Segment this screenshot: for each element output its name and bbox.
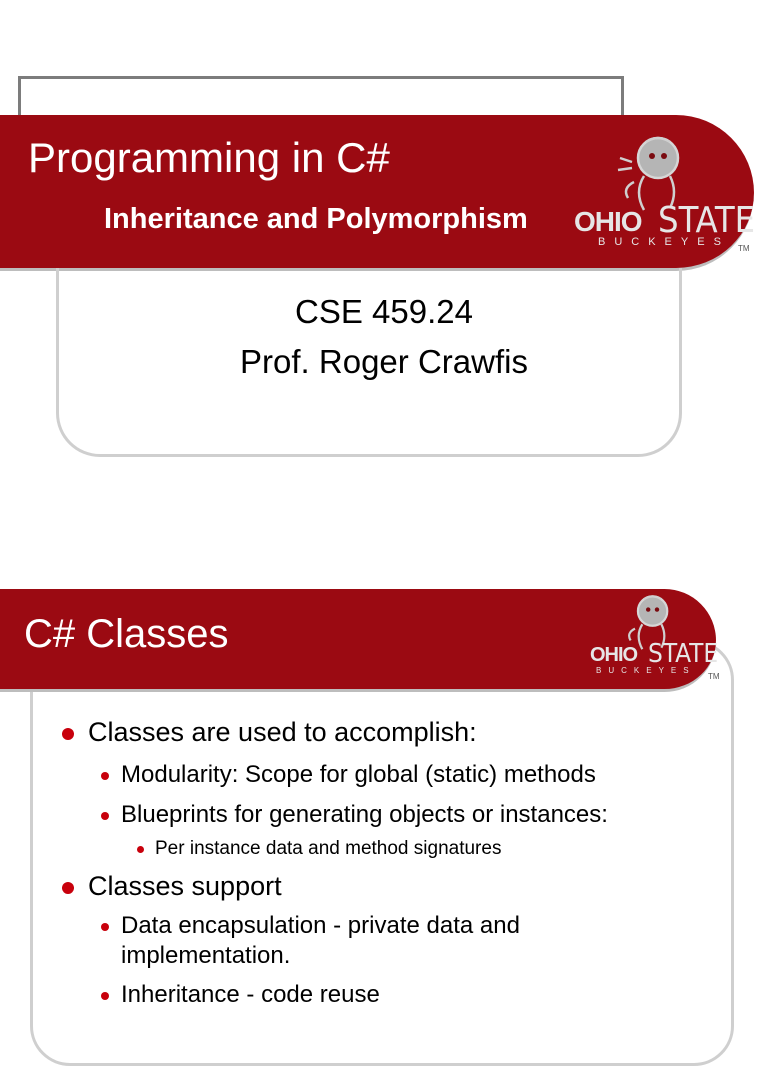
bullet-item bbox=[88, 871, 282, 902]
logo-tm-mark: TM bbox=[708, 672, 720, 681]
bullet-dot-icon bbox=[101, 772, 109, 780]
bullet-item bbox=[88, 717, 477, 748]
bullet-dot-icon bbox=[62, 882, 74, 894]
bullet-item bbox=[121, 912, 520, 940]
bullet-dot-icon bbox=[62, 728, 74, 740]
bullet-text: Data encapsulation - private data and bbox=[121, 912, 520, 939]
bullet-text: Per instance data and method signatures bbox=[155, 838, 502, 859]
bullet-item bbox=[121, 981, 380, 1009]
logo-state-text: STATE bbox=[648, 639, 719, 669]
logo-buckeyes-text: BUCKEYES bbox=[596, 666, 696, 675]
bullet-text: Modularity: Scope for global (static) methods bbox=[121, 761, 596, 788]
bullet-text: implementation. bbox=[121, 942, 291, 969]
logo-state-text: STATE bbox=[658, 200, 756, 241]
slide2-title: C# Classes bbox=[24, 612, 229, 656]
logo-ohio-text: OHIO bbox=[590, 644, 638, 666]
bullet-item bbox=[121, 761, 596, 789]
bullet-dot-icon bbox=[101, 923, 109, 931]
bullet-text: Blueprints for generating objects or instances: bbox=[121, 801, 608, 828]
slide1-subtitle: Inheritance and Polymorphism bbox=[104, 203, 528, 235]
bullet-dot-icon bbox=[101, 992, 109, 1000]
logo-buckeyes-text: BUCKEYES bbox=[598, 236, 730, 248]
bullet-item bbox=[121, 801, 608, 829]
logo-tm-mark: TM bbox=[738, 244, 750, 253]
instructor-name: Prof. Roger Crawfis bbox=[240, 343, 528, 380]
slide1-title: Programming in C# bbox=[28, 134, 390, 181]
bullet-dot-icon bbox=[101, 812, 109, 820]
bullet-text: Classes support bbox=[88, 871, 282, 901]
bullet-text: Classes are used to accomplish: bbox=[88, 717, 477, 747]
ohio-state-logo-small bbox=[590, 592, 720, 682]
bullet-dot-icon bbox=[137, 846, 144, 853]
ohio-state-logo bbox=[574, 132, 754, 257]
course-number: CSE 459.24 bbox=[295, 293, 473, 330]
bullet-item bbox=[155, 838, 501, 860]
bullet-text: Inheritance - code reuse bbox=[121, 981, 380, 1008]
logo-ohio-text: OHIO bbox=[574, 206, 642, 237]
bullet-continuation bbox=[121, 942, 290, 970]
